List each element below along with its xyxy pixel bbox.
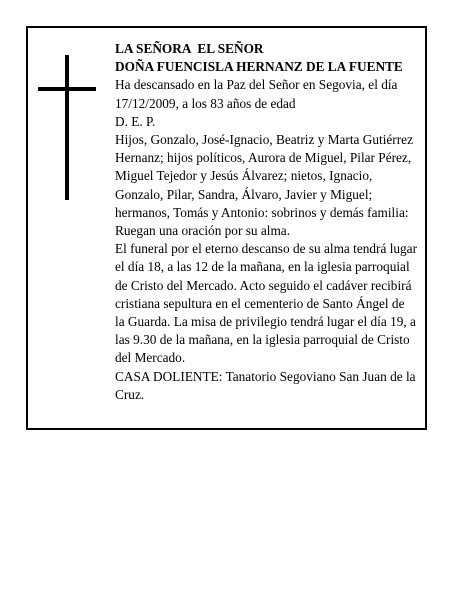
- funeral-details: El funeral por el eterno descanso de su alma tendrá lugar el día 18, a las 12 de la mañana, en la iglesia parroquial de Cristo del Mercado. Acto seguido el cadáver recibirá cristiana sepultura en el cementerio de Santo Ángel de la Guarda. La misa de privilegio tendrá lugar el día 19, a las 9.30 de la mañana, en la iglesia parroquial de Cristo del Mercado.: [115, 241, 418, 366]
- prayer-request: Ruegan una oración por su alma.: [115, 223, 291, 239]
- cross-vertical-bar: [65, 55, 69, 200]
- cross-icon: [38, 55, 96, 200]
- cross-horizontal-bar: [38, 87, 96, 91]
- obituary-text: [115, 40, 417, 404]
- obituary-heading: LA SEÑORA EL SEÑOR: [115, 41, 264, 56]
- passing-statement: Ha descansado en la Paz del Señor en Segovia, el día 17/12/2009, a los 83 años de edad: [115, 77, 398, 111]
- family-list: Hijos, Gonzalo, José-Ignacio, Beatriz y Marta Gutiérrez Hernanz; hijos políticos, Aurora de Miguel, Pilar Pérez, Miguel Tejedor y Jesús Álvarez; nietos, Ignacio, Gonzalo, Pilar, Sandra, Álvaro, Javier y Miguel; hermanos, Tomás y Antonio: sobrinos y demás familia:: [115, 132, 413, 220]
- mourning-house: CASA DOLIENTE: Tanatorio Segoviano San Juan de la Cruz.: [115, 368, 416, 402]
- rip-line: D. E. P.: [115, 113, 156, 129]
- obituary-notice: [26, 26, 427, 430]
- deceased-name: DOÑA FUENCISLA HERNANZ DE LA FUENTE: [115, 59, 403, 75]
